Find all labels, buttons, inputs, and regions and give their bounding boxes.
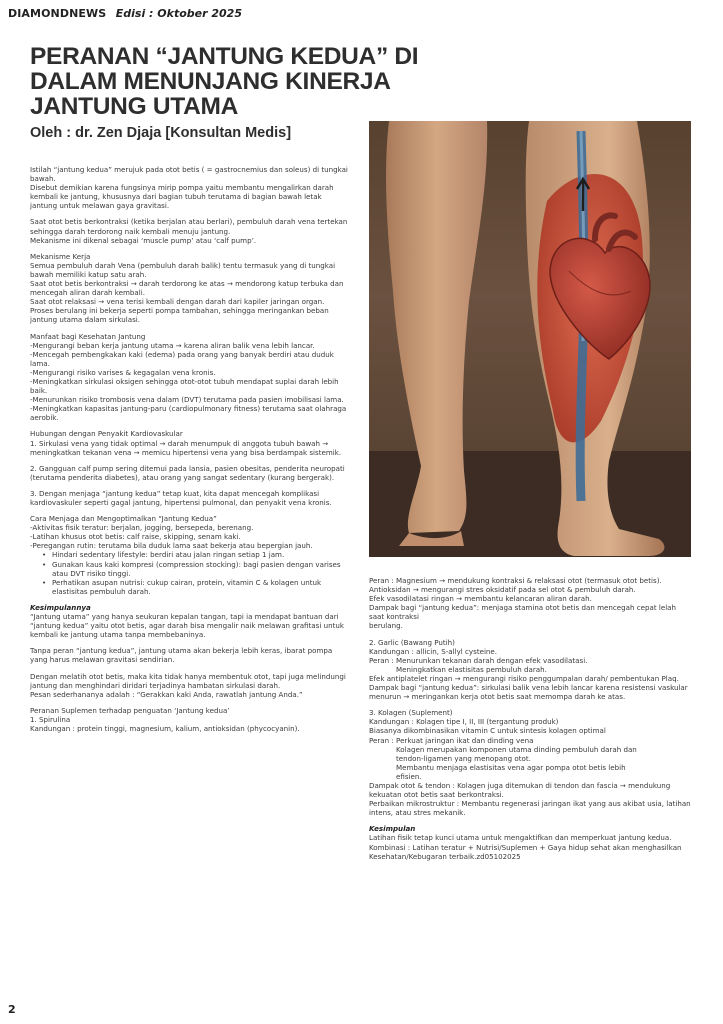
- text-line: -Aktivitas fisik teratur: berjalan, jogging, bersepeda, berenang.: [30, 523, 254, 533]
- text-line: -Peregangan rutin: terutama bila duduk lama saat bekerja atau bepergian jauh.: [30, 541, 313, 551]
- text-line: Pesan sederhananya adalah : “Gerakkan kaki Anda, rawatlah jantung Anda.”: [30, 689, 303, 699]
- edition-label: Edisi : Oktober 2025: [115, 7, 242, 20]
- text-line: Kolagen merupakan komponen utama dinding pembuluh darah dan: [396, 744, 637, 754]
- text-line: Mekanisme ini dikenal sebagai ‘muscle pump’ atau ‘calf pump’.: [30, 235, 257, 245]
- text-line: 1. Sirkulasi vena yang tidak optimal → darah menumpuk di anggota tubuh bawah → meningkatkan tekanan vena → memicu hipertensi vena yang bisa berdampak sistemik.: [30, 438, 342, 457]
- text-line: Antioksidan → mengurangi stres oksidatif pada sel otot & pembuluh darah.: [369, 585, 636, 595]
- left-column: [30, 165, 350, 740]
- text-line: Tanpa peran “jantung kedua”, jantung utama akan bekerja lebih keras, ibarat pompa yang harus melawan gravitasi sendirian.: [30, 646, 333, 665]
- text-line: berulang.: [369, 621, 403, 631]
- list-item: • Hindari sedentary lifestyle: berdiri atau jalan ringan setiap 1 jam.: [30, 550, 350, 559]
- text-line: Proses berulang ini bekerja seperti pompa tambahan, sehingga meringankan beban jantung utama dalam sirkulasi.: [30, 306, 329, 325]
- intro-paragraph: [30, 165, 350, 210]
- text-line: Dampak bagi “jantung kedua”: menjaga stamina otot betis dan mencegah cepat lelah saat kontraksi: [369, 603, 677, 622]
- text-line: Meningkatkan elastisitas pembuluh darah.: [396, 664, 547, 674]
- brand-name: DIAMONDNEWS: [8, 7, 107, 20]
- article-title: PERANAN “JANTUNG KEDUA” DI DALAM MENUNJANG KINERJA JANTUNG UTAMA: [30, 43, 419, 120]
- header-bar: [8, 7, 242, 20]
- text-line: -Latihan khusus otot betis: calf raise, skipping, senam kaki.: [30, 532, 241, 542]
- suplemen-section: [30, 706, 350, 733]
- garlic-section: [369, 638, 691, 702]
- section-heading: Hubungan dengan Penyakit Kardiovaskular: [30, 429, 183, 439]
- section-heading: Peranan Suplemen terhadap penguatan ‘Jantung kedua’: [30, 705, 230, 715]
- mekanisme-section: [30, 252, 350, 325]
- cara-section: [30, 514, 350, 596]
- hubungan-item-3: [30, 489, 350, 507]
- text-line: Kandungan : protein tinggi, magnesium, kalium, antioksidan (phycocyanin).: [30, 723, 300, 733]
- right-column: [369, 576, 691, 868]
- text-line: Semua pembuluh darah Vena (pembuluh darah balik) tentu termasuk yang di tungkai bawah memiliki katup satu arah.: [30, 260, 336, 279]
- text-line: -Mencegah pembengkakan kaki (edema) pada orang yang banyak berdiri atau duduk lama.: [30, 349, 334, 368]
- text-line: Saat otot betis berkontraksi → darah terdorong ke atas → mendorong katup terbuka dan mencegah aliran darah kembali.: [30, 279, 344, 298]
- kolagen-section: [369, 708, 691, 817]
- calf-heart-illustration: [369, 121, 691, 557]
- text-line: -Mengurangi beban kerja jantung utama → karena aliran balik vena lebih lancar.: [30, 340, 315, 350]
- text-line: Dengan melatih otot betis, maka kita tidak hanya membentuk otot, tapi juga melindungi jantung dan menghindari diridari terjadinya hambatan sirkulasi darah.: [30, 671, 346, 690]
- section-heading: Mekanisme Kerja: [30, 251, 91, 261]
- text-line: Efek antiplatelet ringan → mengurangi risiko penggumpalan darah/ pembentukan Plaq.: [369, 673, 679, 683]
- text-line: -Meningkatkan sirkulasi oksigen sehingga otot-otot tubuh mendapat suplai darah lebih baik.: [30, 376, 339, 396]
- text-line: Dampak bagi “jantung kedua”: sirkulasi balik vena lebih lancar karena resistensi vaskular menurun → meringankan kerja otot betis saat memompa darah ke atas.: [369, 683, 688, 702]
- text-line: Disebut demikian karena fungsinya mirip pompa yaitu membantu mengalirkan darah kembali ke jantung, khususnya dari bagian tubuh terutama di bagian bawah letak jantung untuk melawan gaya gravitasi.: [30, 183, 334, 211]
- text-line: 1. Spirulina: [30, 714, 71, 724]
- text-line: “Jantung utama” yang hanya seukuran kepalan tangan, tapi ia mendapat bantuan dari “jantung kedua” yaitu otot betis, agar darah bisa mengalir naik melawan grafitasi untuk kembali ke jantung utama tanpa membebaninya.: [30, 612, 344, 640]
- section-heading: 2. Garlic (Bawang Putih): [369, 637, 455, 647]
- section-heading: Kesimpulan: [369, 824, 416, 834]
- text-line: Latihan fisik tetap kunci utama untuk mengaktifkan dan memperkuat jantung kedua.: [369, 833, 672, 843]
- kesimpulan-section: [30, 603, 350, 639]
- text-line: Efek vasodilatasi ringan → membantu kelancaran aliran darah.: [369, 594, 592, 604]
- text-line: Saat otot relaksasi → vena terisi kembali dengan darah dari kapiler jaringan organ.: [30, 297, 325, 307]
- list-item: • Perhatikan asupan nutrisi: cukup cairan, protein, vitamin C & kolagen untuk elastisitas pembuluh darah.: [30, 578, 350, 596]
- text-line: 2. Gangguan calf pump sering ditemui pada lansia, pasien obesitas, penderita neuropati (terutama penderita diabetes), atau orang yang sangat sedentary (kurang bergerak).: [30, 463, 345, 482]
- text-line: Istilah “jantung kedua” merujuk pada otot betis ( = gastrocnemius dan soleus) di tungkai bawah.: [30, 165, 348, 184]
- section-heading: Manfaat bagi Kesehatan Jantung: [30, 331, 146, 341]
- text-line: 3. Dengan menjaga “jantung kedua” tetap kuat, kita dapat mencegah komplikasi kardiovaskuler seperti gagal jantung, hipertensi pulmonal, dan penyakit vena kronis.: [30, 488, 332, 507]
- text-line: -Mengurangi risiko varises & kegagalan vena kronis.: [30, 367, 216, 377]
- text-line: Peran : Perkuat jaringan ikat dan dinding vena: [369, 735, 534, 745]
- spirulina-section: [369, 576, 691, 631]
- kesimpulan-paragraph-2: [30, 646, 350, 664]
- section-heading: 3. Kolagen (Suplement): [369, 708, 453, 718]
- text-line: Membantu menjaga elastisitas vena agar pompa otot betis lebih: [396, 762, 626, 772]
- author-byline: Oleh : dr. Zen Djaja [Konsultan Medis]: [30, 125, 292, 141]
- text-line: Peran : Magnesium → mendukung kontraksi & relaksasi otot (termasuk otot betis).: [369, 576, 662, 585]
- hubungan-section: [30, 429, 350, 456]
- text-line: Kandungan : allicin, S-allyl cysteine.: [369, 646, 498, 656]
- text-line: Dampak otot & tendon : Kolagen juga ditemukan di tendon dan fascia → mendukung kekuatan otot betis saat berkontraksi.: [369, 780, 671, 800]
- hubungan-item-2: [30, 464, 350, 482]
- text-line: -Meningkatkan kapasitas jantung-paru (cardiopulmonary fitness) terutama saat olahraga aerobik.: [30, 404, 347, 423]
- page-number: 2: [8, 1003, 16, 1016]
- section-heading: Kesimpulannya: [30, 602, 91, 612]
- text-line: Peran : Menurunkan tekanan darah dengan efek vasodilatasi.: [369, 655, 588, 665]
- manfaat-section: [30, 332, 350, 423]
- kesimpulan-paragraph-3: [30, 672, 350, 699]
- kesimpulan-final-section: [369, 824, 691, 860]
- text-line: -Menurunkan risiko trombosis vena dalam (DVT) terutama pada pasien imobilisasi lama.: [30, 395, 344, 405]
- section-heading: Cara Menjaga dan Mengoptimalkan “Jantung Kedua”: [30, 514, 217, 524]
- intro-paragraph-2: [30, 217, 350, 244]
- text-line: efisien.: [396, 771, 422, 781]
- text-line: Kombinasi : Latihan teratur + Nutrisi/Suplemen + Gaya hidup sehat akan menghasilkan Kesehatan/Kebugaran terbaik.zd05102025: [369, 842, 682, 861]
- text-line: Kandungan : Kolagen tipe I, II, III (tergantung produk): [369, 717, 559, 727]
- text-line: Saat otot betis berkontraksi (ketika berjalan atau berlari), pembuluh darah vena tertekan sehingga darah terdorong naik kembali menuju jantung.: [30, 217, 348, 236]
- list-item: • Gunakan kaus kaki kompresi (compression stocking): bagi pasien dengan varises atau DVT risiko tinggi.: [30, 560, 350, 578]
- text-line: Biasanya dikombinasikan vitamin C untuk sintesis kolagen optimal: [369, 726, 606, 736]
- text-line: tendon-ligamen yang menopang otot.: [396, 753, 531, 763]
- illustration-svg: [369, 121, 691, 557]
- text-line: Perbaikan mikrostruktur : Membantu regenerasi jaringan ikat yang aus akibat usia, latihan intens, atau stres mekanik.: [369, 799, 691, 818]
